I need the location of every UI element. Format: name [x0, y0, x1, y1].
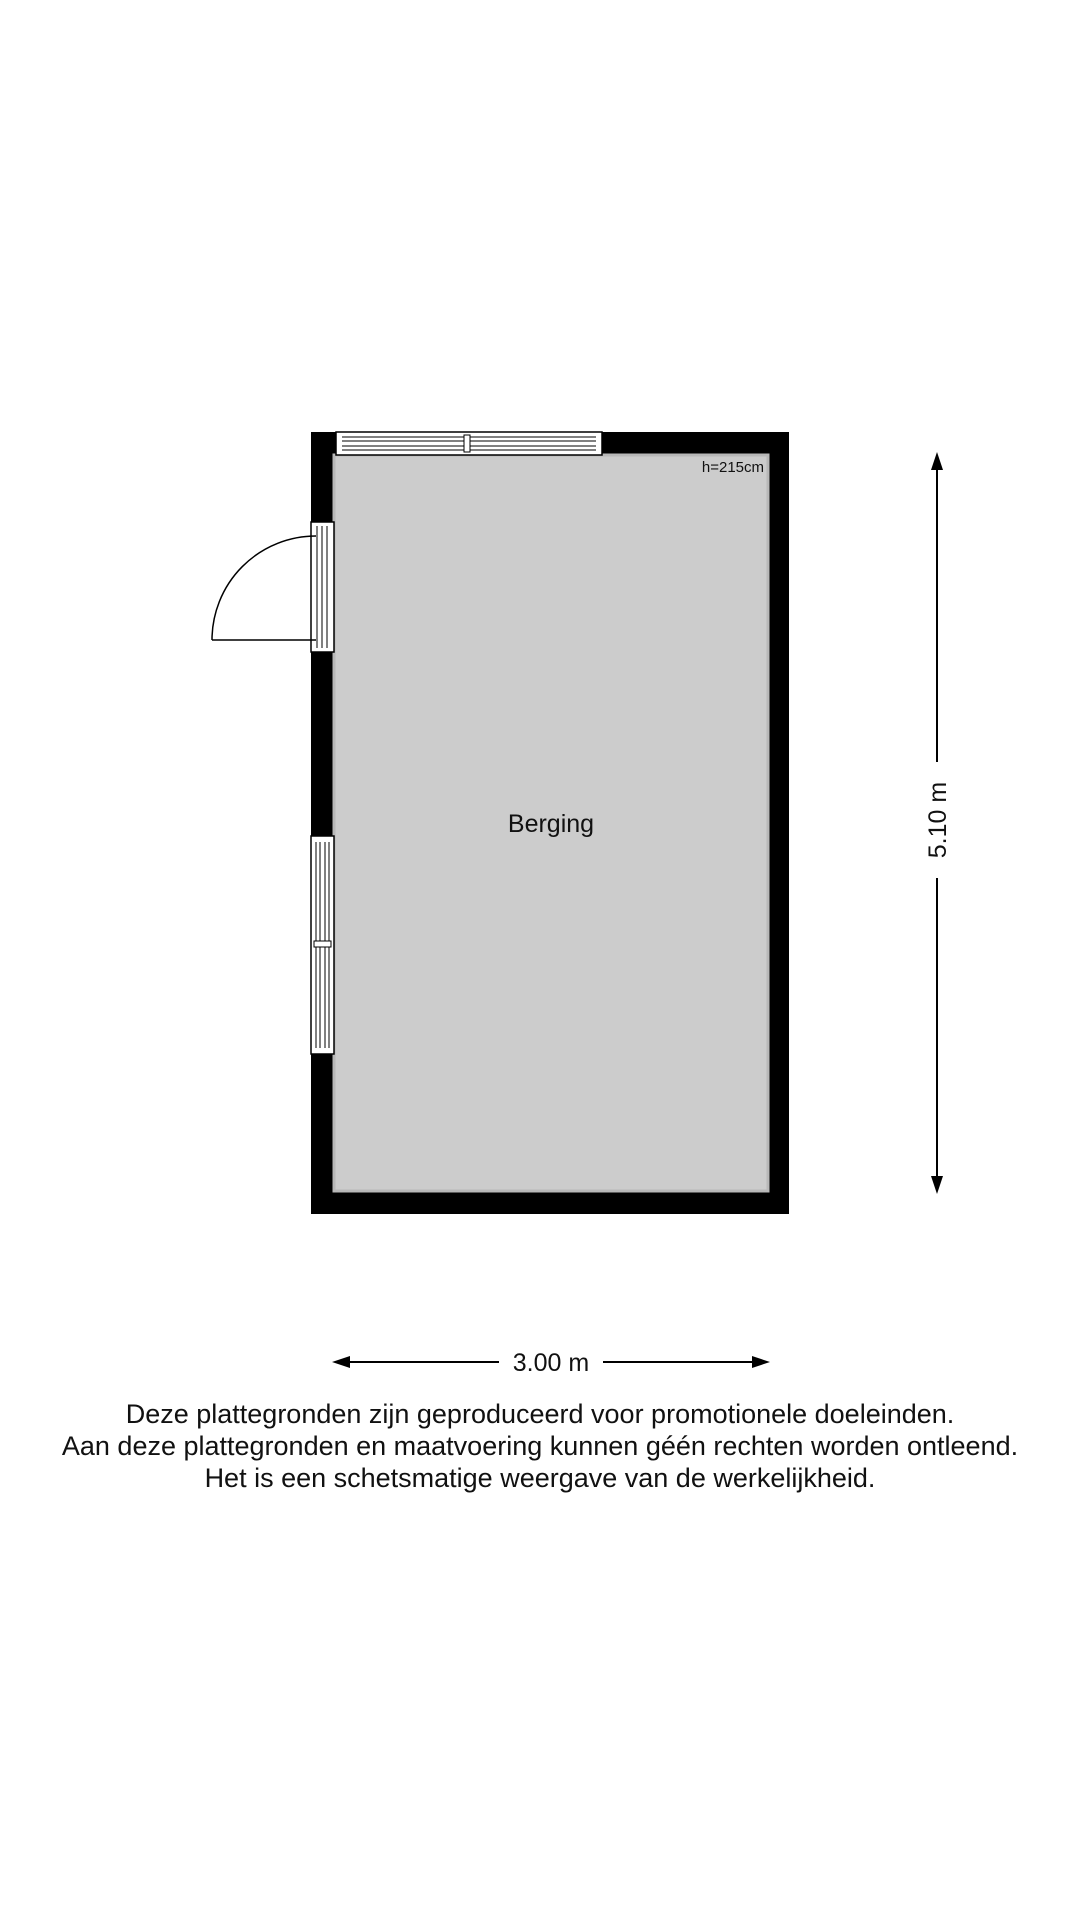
door-swing-arc	[212, 536, 316, 640]
width-dimension-label: 3.00 m	[512, 1349, 590, 1377]
arrow-up-icon	[931, 452, 943, 470]
disclaimer	[0, 1398, 1080, 1494]
arrow-down-icon	[931, 1176, 943, 1194]
disclaimer-line: Aan deze plattegronden en maatvoering kunnen géén rechten worden ontleend.	[61, 1431, 1019, 1461]
room-label: Berging	[507, 810, 595, 838]
door	[212, 522, 334, 652]
disclaimer-line: Het is een schetsmatige weergave van de werkelijkheid.	[204, 1463, 876, 1493]
arrow-left-icon	[332, 1356, 350, 1368]
arrow-right-icon	[752, 1356, 770, 1368]
top-window	[336, 432, 602, 455]
depth-dimension	[924, 452, 952, 1194]
left-window	[311, 836, 334, 1054]
disclaimer-line: Deze plattegronden zijn geproduceerd voor promotionele doeleinden.	[125, 1399, 955, 1429]
ceiling-height-label: h=215cm	[701, 459, 764, 476]
depth-dimension-label: 5.10 m	[924, 781, 952, 859]
width-dimension	[332, 1349, 770, 1377]
